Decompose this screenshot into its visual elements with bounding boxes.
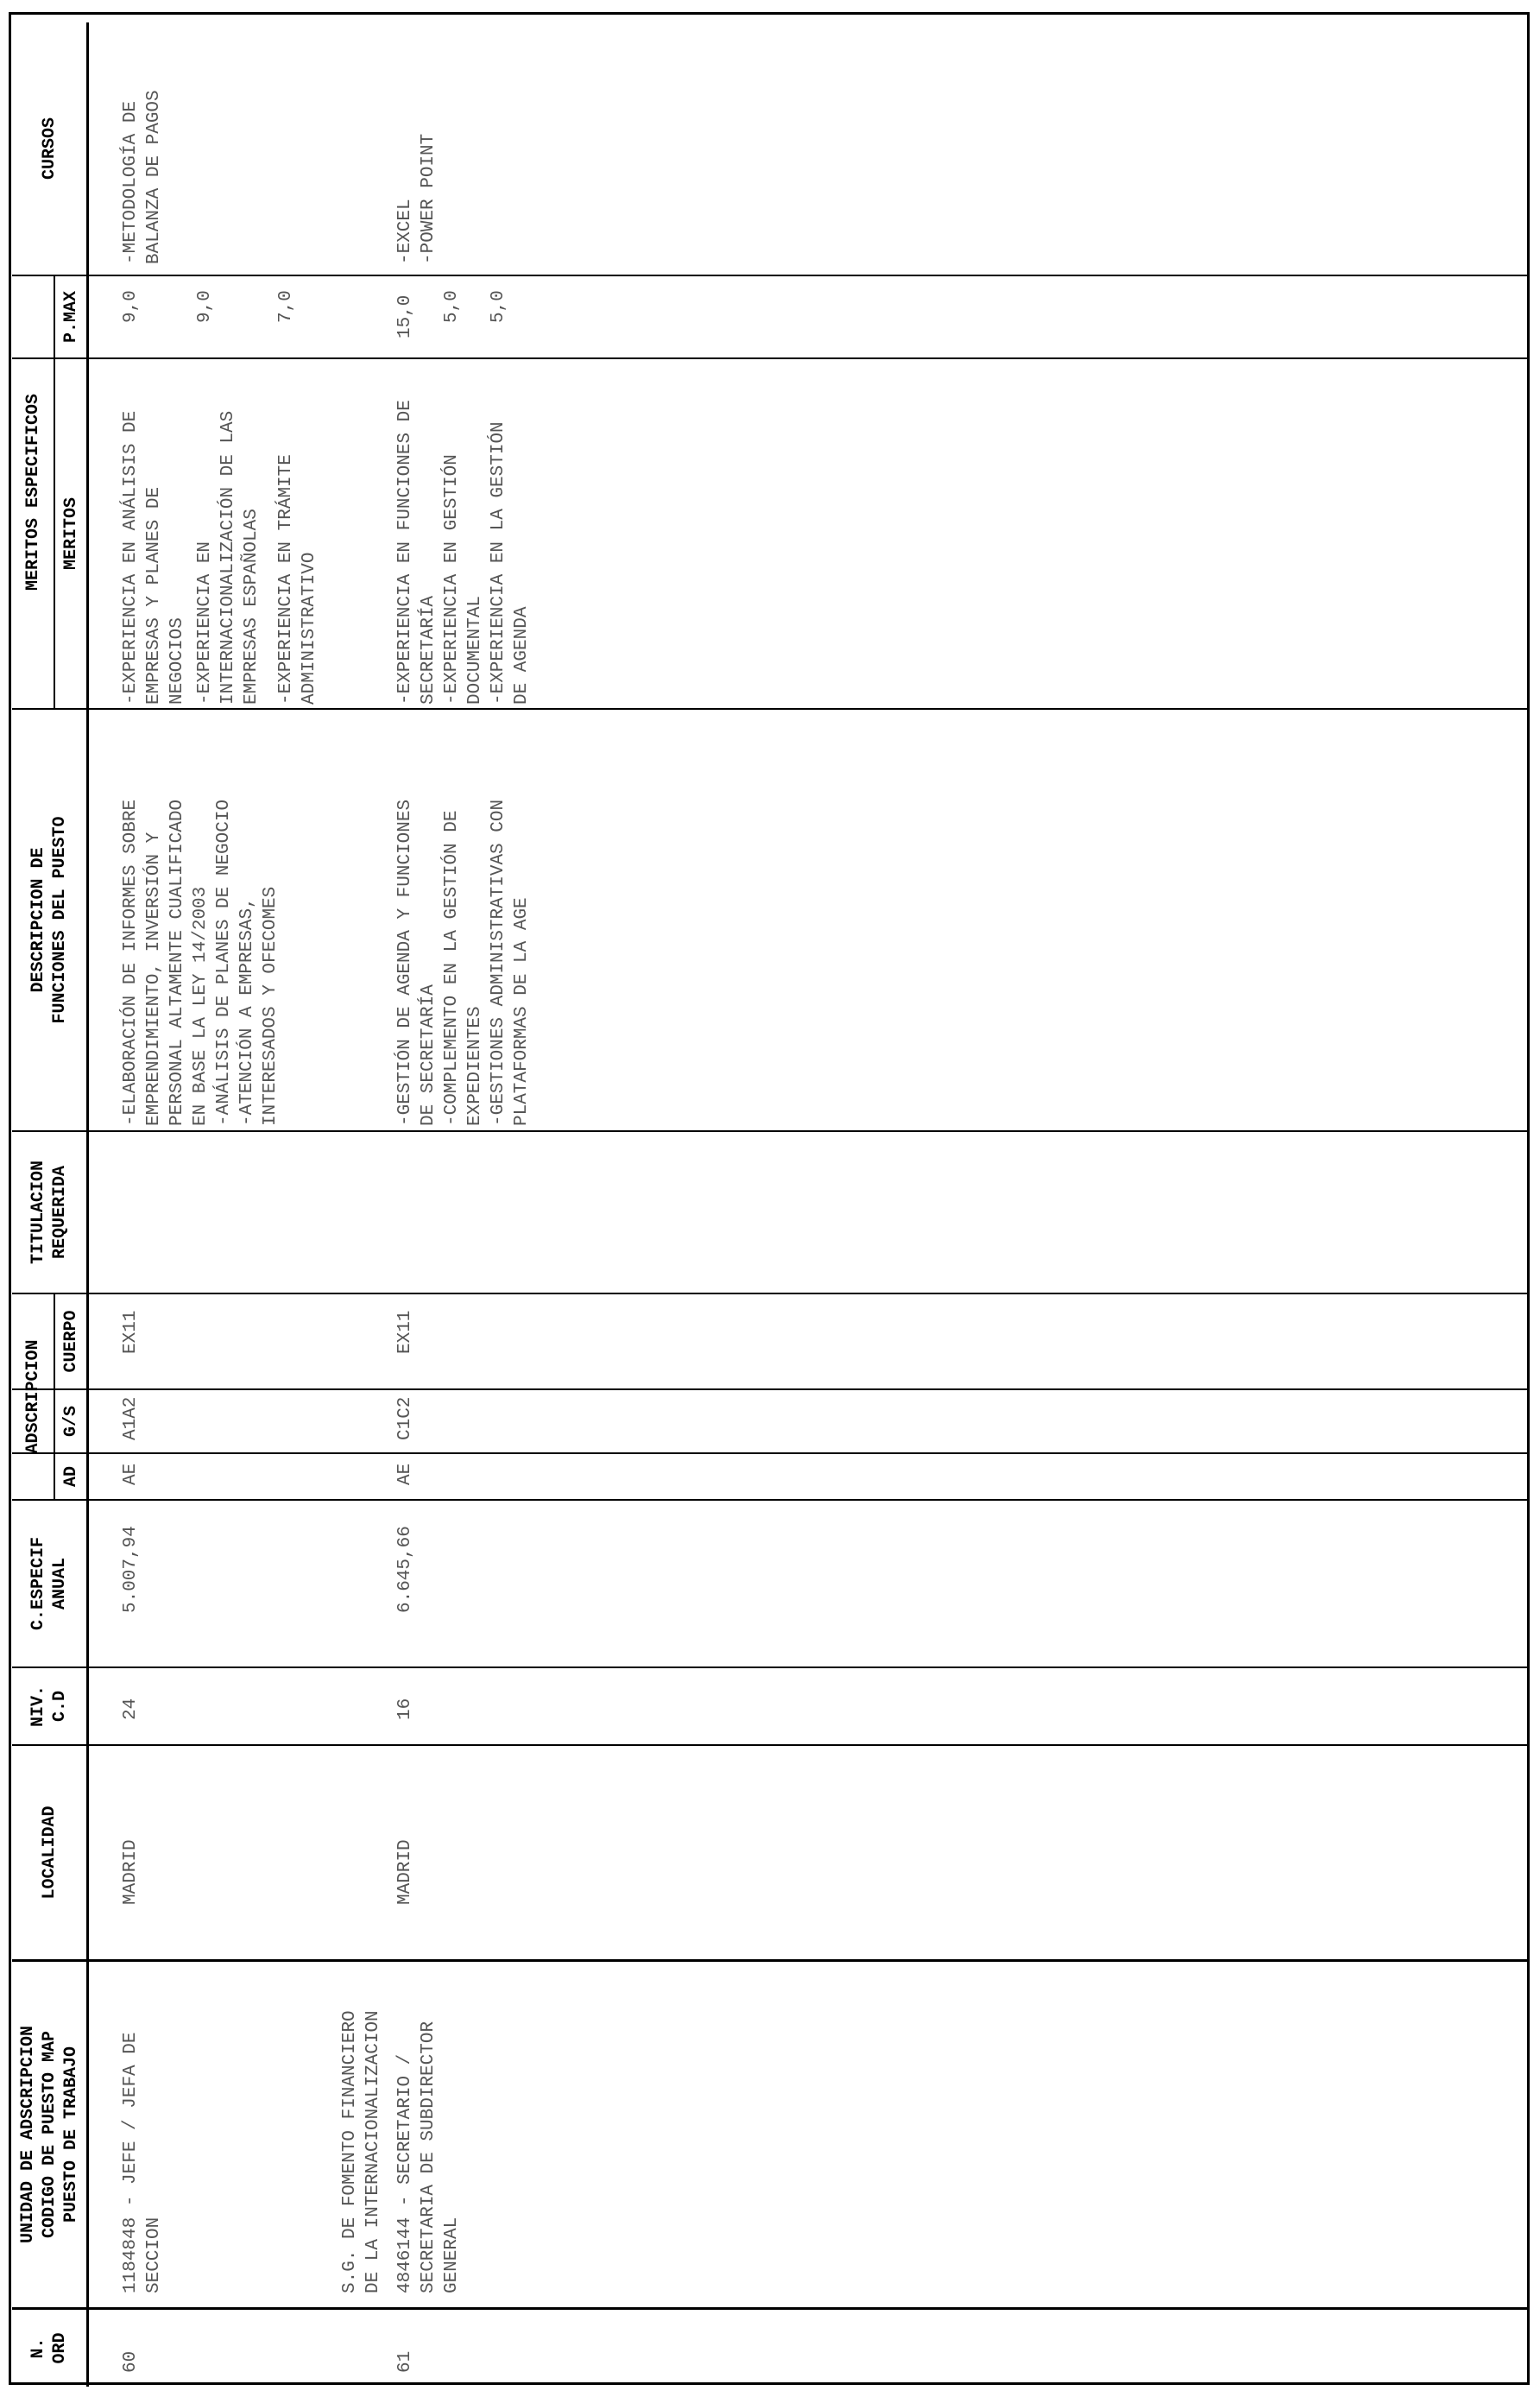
header-localidad: LOCALIDAD (39, 1806, 60, 1900)
col-divider (12, 275, 1529, 276)
row-60-pmax-3: 7,0 (276, 290, 296, 323)
row-60-gs: A1A2 (121, 1396, 141, 1440)
row-61-ad: AE (395, 1463, 415, 1485)
header-cuerpo: CUERPO (60, 1310, 81, 1373)
row-61-c-especif: 6.645,66 (395, 1526, 415, 1613)
header-pmax: P.MAX (60, 291, 81, 344)
col-divider (12, 1744, 1529, 1746)
row-60-localidad: MADRID (121, 1839, 141, 1905)
row-61-n-ord: 61 (395, 2350, 415, 2373)
row-61-pmax-2: 5,0 (442, 290, 462, 323)
row-61-merito-1: -EXPERIENCIA EN FUNCIONES DE SECRETARÍA (395, 400, 439, 705)
col-divider (12, 1293, 1529, 1294)
header-n-ord: N. ORD (28, 2332, 70, 2364)
header-titulacion: TITULACION REQUERIDA (28, 1160, 70, 1265)
col-divider (12, 1959, 1529, 1962)
col-divider (12, 1667, 1529, 1668)
row-60-merito-1: -EXPERIENCIA EN ANÁLISIS DE EMPRESAS Y PLANES DE NEGOCIOS (121, 410, 187, 705)
row-60-cuerpo: EX11 (121, 1310, 141, 1354)
row-61-pmax-1: 15,0 (395, 294, 415, 338)
row-61-nivel: 16 (395, 1698, 415, 1720)
header-cursos: CURSOS (39, 117, 60, 180)
row-60-descripcion: -ELABORACIÓN DE INFORMES SOBRE EMPRENDIMIENTO, INVERSIÓN Y PERSONAL ALTAMENTE CUALIFICADO EN BASE LA LEY 14/2003 -ANÁLISIS DE PLANES DE NEGOCIO -ATENCIÓN A EMPRESAS, INTERESADOS Y OFECOMES (121, 799, 281, 1126)
row-61-descripcion: -GESTIÓN DE AGENDA Y FUNCIONES DE SECRETARÍA -COMPLEMENTO EN LA GESTIÓN DE EXPEDIENTES -GESTIONES ADMINISTRATIVAS CON PLATAFORMAS DE LA AGE (395, 799, 532, 1126)
row-61-cuerpo: EX11 (395, 1310, 415, 1354)
row-61-puesto: 4846144 - SECRETARIO / SECRETARIA DE SUBDIRECTOR GENERAL (395, 2021, 462, 2293)
col-divider (12, 1499, 1529, 1501)
header-unidad: UNIDAD DE ADSCRIPCION CODIGO DE PUESTO MAP PUESTO DE TRABAJO (17, 2025, 81, 2244)
col-divider (12, 2307, 1529, 2310)
row-60-nivel: 24 (121, 1698, 141, 1720)
col-divider (12, 1130, 1529, 1132)
row-60-pmax-2: 9,0 (195, 290, 215, 323)
header-c-especif: C.ESPECIF ANUAL (28, 1536, 70, 1631)
row-60-puesto: 1184848 - JEFE / JEFA DE SECCION (121, 2032, 164, 2293)
unidad-heading: S.G. DE FOMENTO FINANCIERO DE LA INTERNACIONALIZACION (340, 2010, 383, 2293)
sub-col-divider (12, 1388, 1529, 1390)
row-60-merito-3: -EXPERIENCIA EN TRÁMITE ADMINISTRATIVO (276, 454, 319, 705)
row-60-pmax-1: 9,0 (121, 290, 141, 323)
row-60-cursos: -METODOLOGÍA DE BALANZA DE PAGOS (121, 90, 164, 264)
row-60-c-especif: 5.007,94 (121, 1526, 141, 1613)
row-61-merito-3: -EXPERIENCIA EN LA GESTIÓN DE AGENDA (489, 421, 532, 705)
header-adscripcion: ADSCRIPCION (22, 1339, 43, 1454)
sub-col-divider (12, 1452, 1529, 1454)
row-61-cursos: -EXCEL -POWER POINT (395, 133, 439, 264)
row-60-n-ord: 60 (121, 2350, 141, 2373)
row-61-localidad: MADRID (395, 1839, 415, 1905)
row-61-pmax-3: 5,0 (489, 290, 508, 323)
row-60-ad: AE (121, 1463, 141, 1485)
header-row-divider (86, 22, 89, 2387)
header-nivel: NIV. C.D (28, 1685, 70, 1728)
col-divider (12, 357, 1529, 359)
header-meritos: MERITOS (60, 497, 81, 571)
col-divider (12, 708, 1529, 710)
row-60-merito-2: -EXPERIENCIA EN INTERNACIONALIZACIÓN DE LAS EMPRESAS ESPAÑOLAS (195, 410, 262, 705)
header-meritos-especificos: MERITOS ESPECIFICOS (22, 393, 43, 591)
header-gs: G/S (60, 1406, 81, 1438)
row-61-merito-2: -EXPERIENCIA EN GESTIÓN DOCUMENTAL (442, 454, 485, 705)
header-ad: AD (60, 1466, 81, 1488)
header-descripcion: DESCRIPCION DE FUNCIONES DEL PUESTO (28, 816, 70, 1024)
row-61-gs: C1C2 (395, 1396, 415, 1440)
